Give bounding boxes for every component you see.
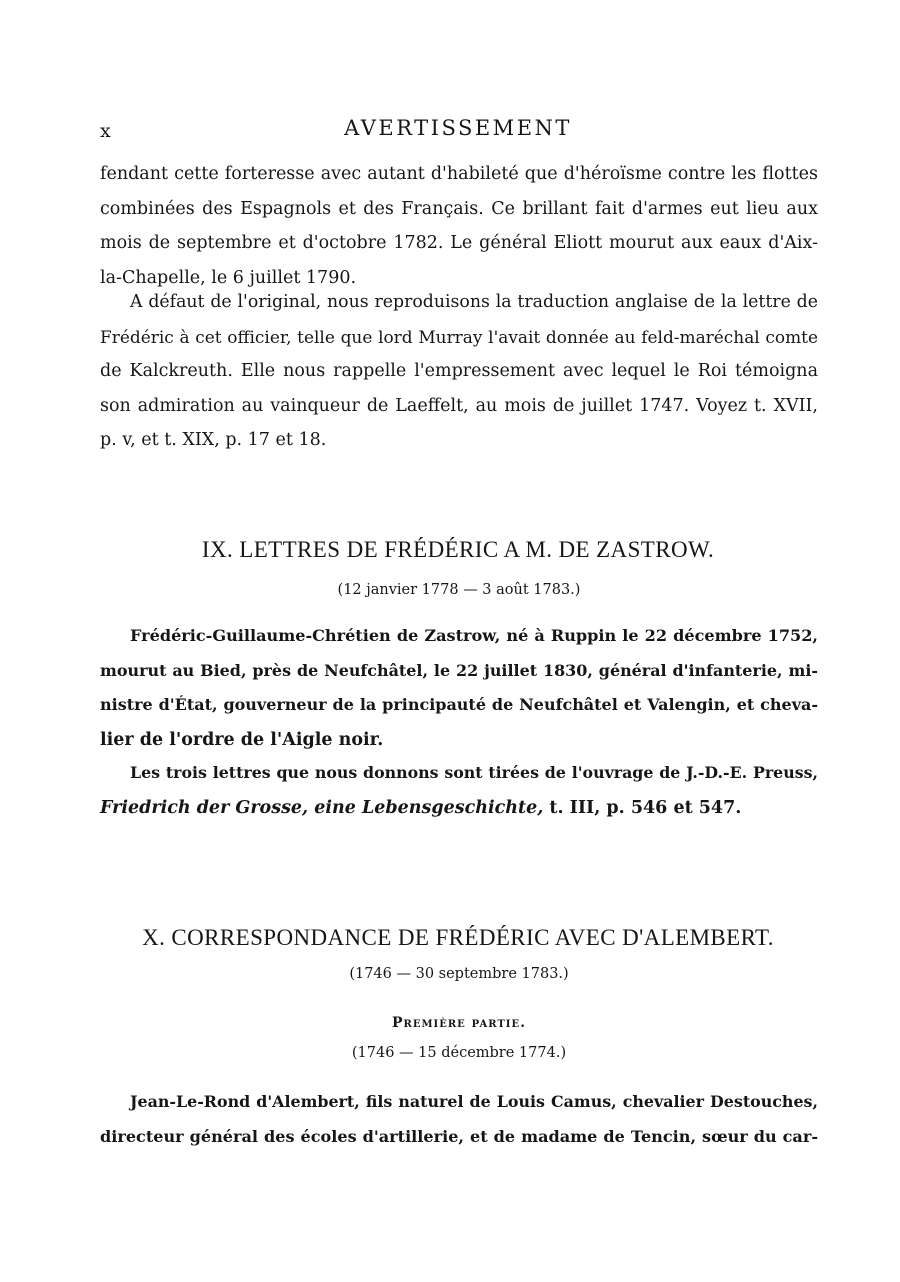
text-line: Les trois lettres que nous donnons sont tirées de l'ouvrage de J.-D.-E. Preuss, xyxy=(130,763,818,782)
text-line: mois de septembre et d'octobre 1782. Le général Eliott mourut aux eaux d'Aix- xyxy=(100,233,818,253)
intro-paragraph-1 xyxy=(100,157,818,295)
text-line: Frédéric à cet officier, telle que lord Murray l'avait donnée au feld-maréchal comte xyxy=(100,326,818,347)
text-line: nistre d'État, gouverneur de la principauté de Neufchâtel et Valengin, et cheva- xyxy=(100,695,818,714)
text-line: de Kalckreuth. Elle nous rappelle l'empressement avec lequel le Roi témoigna xyxy=(100,361,818,381)
intro-paragraph-2 xyxy=(100,285,818,458)
section-x-paragraph-1 xyxy=(100,1085,818,1154)
part-title: Première partie. xyxy=(392,1015,526,1031)
text-line: mourut au Bied, près de Neufchâtel, le 22 juillet 1830, général d'infanterie, mi- xyxy=(100,660,818,680)
text-line: Frédéric-Guillaume-Chrétien de Zastrow, né à Ruppin le 22 décembre 1752, xyxy=(130,626,818,645)
text-line: combinées des Espagnols et des Français. Ce brillant fait d'armes eut lieu aux xyxy=(100,198,818,219)
text-line: lier de l'ordre de l'Aigle noir. xyxy=(100,729,384,750)
section-ix-dates: (12 janvier 1778 — 3 août 1783.) xyxy=(337,582,581,598)
citation-text: t. III, p. 546 et 547. xyxy=(543,797,742,818)
section-ix-heading: IX. LETTRES DE FRÉDÉRIC A M. DE ZASTROW. xyxy=(201,537,715,562)
text-line: directeur général des écoles d'artillerie, et de madame de Tencin, sœur du car- xyxy=(100,1126,818,1146)
section-x-heading: X. CORRESPONDANCE DE FRÉDÉRIC AVEC D'ALEMBERT. xyxy=(142,925,774,950)
running-head xyxy=(100,116,816,146)
text-line: A défaut de l'original, nous reproduisons la traduction anglaise de la lettre de xyxy=(130,292,818,312)
part-dates: (1746 — 15 décembre 1774.) xyxy=(351,1045,567,1061)
section-ix-paragraph-1 xyxy=(100,619,818,757)
running-title: AVERTISSEMENT xyxy=(344,116,572,140)
text-line: Jean-Le-Rond d'Alembert, fils naturel de Louis Camus, chevalier Destouches, xyxy=(130,1092,818,1111)
page-folio: x xyxy=(100,120,112,142)
book-title-italic: Friedrich der Grosse, eine Lebensgeschichte, xyxy=(100,797,544,818)
text-line xyxy=(100,791,818,826)
text-line: p. v, et t. XIX, p. 17 et 18. xyxy=(100,430,327,450)
text-line: la-Chapelle, le 6 juillet 1790. xyxy=(100,267,357,288)
section-ix-paragraph-2 xyxy=(100,756,818,825)
section-x-dates: (1746 — 30 septembre 1783.) xyxy=(349,966,569,982)
text-line: fendant cette forteresse avec autant d'habileté que d'héroïsme contre les flottes xyxy=(100,164,818,184)
text-line: son admiration au vainqueur de Laeffelt, au mois de juillet 1747. Voyez t. XVII, xyxy=(100,395,818,416)
